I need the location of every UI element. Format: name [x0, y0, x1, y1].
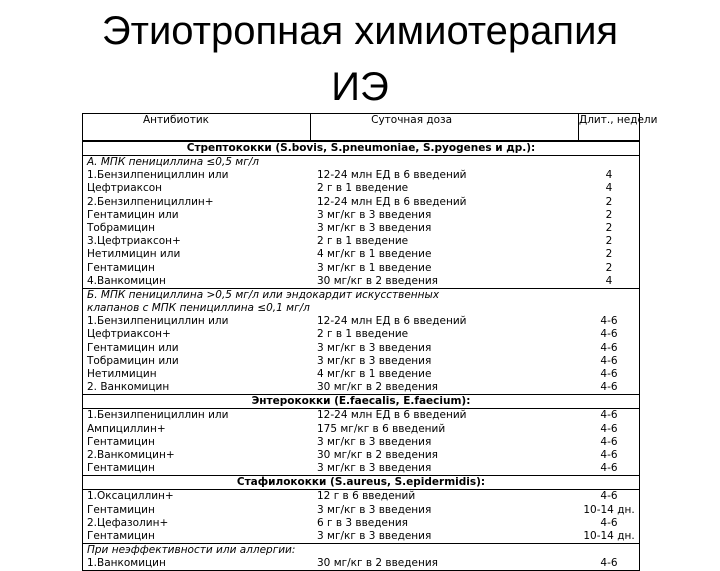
drug-cell: 1.Бензилпенициллин или: [87, 169, 229, 182]
dose-cell: 12-24 млн ЕД в 6 введений: [317, 409, 467, 422]
dose-cell: 12-24 млн ЕД в 6 введений: [317, 195, 467, 208]
drug-cell: Цефтриаксон+: [87, 328, 171, 341]
table-row: [83, 355, 639, 368]
drug-cell: 3.Цефтриаксон+: [87, 235, 181, 248]
staph-note: При неэффективности или аллергии:: [83, 543, 639, 557]
table-row: [83, 557, 639, 570]
duration-cell: 2: [605, 235, 613, 248]
dose-cell: 3 мг/кг в 3 введения: [317, 341, 432, 354]
table-row: [83, 368, 639, 381]
table-row: [83, 262, 639, 275]
slide-title-line1: Этиотропная химиотерапия: [101, 9, 619, 53]
strep-b-note-1: Б. МПК пенициллина >0,5 мг/л или эндокардит искусственных: [83, 288, 639, 302]
table-row: [83, 530, 639, 543]
dose-cell: 3 мг/кг в 3 введения: [317, 462, 432, 475]
dose-cell: 4 мг/кг в 1 введение: [317, 248, 432, 261]
dose-cell: 30 мг/кг в 2 введения: [317, 274, 438, 287]
section-streptococci: Стрептококки (S.bovis, S.pneumoniae, S.pyogenes и др.):: [83, 141, 639, 156]
duration-cell: 4: [605, 169, 613, 182]
dose-cell: 30 мг/кг в 2 введения: [317, 448, 438, 461]
drug-cell: Гентамицин: [87, 462, 155, 475]
drug-cell: 1.Бензилпенициллин или: [87, 409, 229, 422]
dose-cell: 2 г в 1 введение: [317, 182, 409, 195]
strep-b-note-2: клапанов с МПК пенициллина ≤0,1 мг/л: [87, 302, 310, 315]
drug-cell: 2.Цефазолин+: [87, 516, 169, 529]
duration-cell: 4-6: [600, 422, 618, 435]
table-row: [83, 449, 639, 462]
dose-cell: 3 мг/кг в 3 введения: [317, 221, 432, 234]
dose-cell: 3 мг/кг в 1 введение: [317, 261, 432, 274]
dose-cell: 3 мг/кг в 3 введения: [317, 208, 432, 221]
entero-rows: [83, 409, 639, 475]
table-row: [83, 196, 639, 209]
strep-a-note: А. МПК пенициллина ≤0,5 мг/л: [87, 156, 259, 168]
section-staphylococci: Стафилококки (S.aureus, S.epidermidis):: [83, 475, 639, 490]
table-row: [83, 182, 639, 195]
duration-cell: 2: [605, 221, 613, 234]
dose-cell: 3 мг/кг в 3 введения: [317, 529, 432, 542]
dose-cell: 2 г в 1 введение: [317, 235, 409, 248]
table-row: [83, 423, 639, 436]
duration-cell: 4-6: [600, 448, 618, 461]
drug-cell: 1.Ванкомицин: [87, 557, 166, 570]
section-enterococci: Энтерококки (E.faecalis, E.faecium):: [83, 394, 639, 409]
table-row: [83, 315, 639, 328]
drug-cell: Ампициллин+: [87, 422, 166, 435]
duration-cell: 2: [605, 261, 613, 274]
drug-cell: 1.Оксациллин+: [87, 490, 174, 503]
duration-cell: 2: [605, 248, 613, 261]
table-row: [83, 169, 639, 182]
table-row: [83, 462, 639, 475]
drug-cell: Тобрамицин или: [87, 354, 179, 367]
header-dose: Суточная доза: [310, 114, 578, 140]
duration-cell: 2: [605, 208, 613, 221]
drug-cell: Гентамицин: [87, 529, 155, 542]
table-row: [83, 209, 639, 222]
drug-cell: Гентамицин: [87, 261, 155, 274]
duration-cell: 4-6: [600, 315, 618, 328]
strep-b-rows: [83, 315, 639, 394]
slide-title-line2: ИЭ: [331, 65, 389, 109]
table-row: [83, 328, 639, 341]
table-row: [83, 490, 639, 503]
table-row: [83, 504, 639, 517]
dose-cell: 3 мг/кг в 3 введения: [317, 435, 432, 448]
drug-cell: Цефтриаксон: [87, 182, 163, 195]
table-row: [83, 275, 639, 288]
duration-cell: 4: [605, 182, 613, 195]
table-row: [83, 381, 639, 394]
table-row: [83, 222, 639, 235]
strep-a-rows: [83, 169, 639, 288]
dose-cell: 4 мг/кг в 1 введение: [317, 368, 432, 380]
table-header: [83, 114, 658, 141]
duration-cell: 4-6: [600, 341, 618, 354]
table-row: [83, 409, 639, 422]
dose-cell: 2 г в 1 введение: [317, 328, 409, 341]
dose-cell: 12-24 млн ЕД в 6 введений: [317, 169, 467, 182]
duration-cell: 10-14 дн.: [583, 503, 635, 516]
table-row: [83, 517, 639, 530]
duration-cell: 4-6: [600, 368, 618, 380]
drug-cell: Гентамицин или: [87, 208, 179, 221]
duration-cell: 4-6: [600, 462, 618, 475]
drug-cell: Тобрамицин: [87, 221, 155, 234]
drug-cell: Гентамицин: [87, 503, 155, 516]
drug-cell: 2. Ванкомицин: [87, 381, 170, 394]
drug-cell: Гентамицин: [87, 435, 155, 448]
table-row: [83, 235, 639, 248]
drug-cell: Гентамицин или: [87, 341, 179, 354]
drug-cell: 2.Бензилпенициллин+: [87, 195, 214, 208]
dose-cell: 175 мг/кг в 6 введений: [317, 422, 446, 435]
dose-cell: 6 г в 3 введения: [317, 516, 408, 529]
dose-cell: 3 мг/кг в 3 введения: [317, 503, 432, 516]
dose-cell: 12 г в 6 введений: [317, 490, 416, 503]
table-row: [83, 248, 639, 261]
duration-cell: 4-6: [600, 490, 618, 503]
header-antibiotic: Антибиотик: [143, 114, 209, 126]
duration-cell: 4-6: [600, 381, 618, 394]
dose-cell: 30 мг/кг в 2 введения: [317, 557, 438, 570]
dose-cell: 12-24 млн ЕД в 6 введений: [317, 315, 467, 328]
drug-cell: 1.Бензилпенициллин или: [87, 315, 229, 328]
duration-cell: 4-6: [600, 557, 618, 570]
duration-cell: 4-6: [600, 435, 618, 448]
drug-cell: Нетилмицин или: [87, 248, 181, 261]
staph-rows: [83, 490, 639, 543]
header-duration: Длит., недели: [578, 114, 639, 140]
drug-cell: Нетилмицин: [87, 368, 157, 380]
duration-cell: 10-14 дн.: [583, 529, 635, 542]
duration-cell: 4-6: [600, 409, 618, 422]
duration-cell: 4-6: [600, 516, 618, 529]
drug-cell: 2.Ванкомицин+: [87, 448, 175, 461]
duration-cell: 4-6: [600, 328, 618, 341]
antibiotic-table: [82, 113, 658, 571]
dose-cell: 30 мг/кг в 2 введения: [317, 381, 438, 394]
duration-cell: 2: [605, 195, 613, 208]
duration-cell: 4-6: [600, 354, 618, 367]
table-row: [83, 436, 639, 449]
drug-cell: 4.Ванкомицин: [87, 274, 166, 287]
dose-cell: 3 мг/кг в 3 введения: [317, 354, 432, 367]
duration-cell: 4: [605, 274, 613, 287]
table-row: [83, 342, 639, 355]
